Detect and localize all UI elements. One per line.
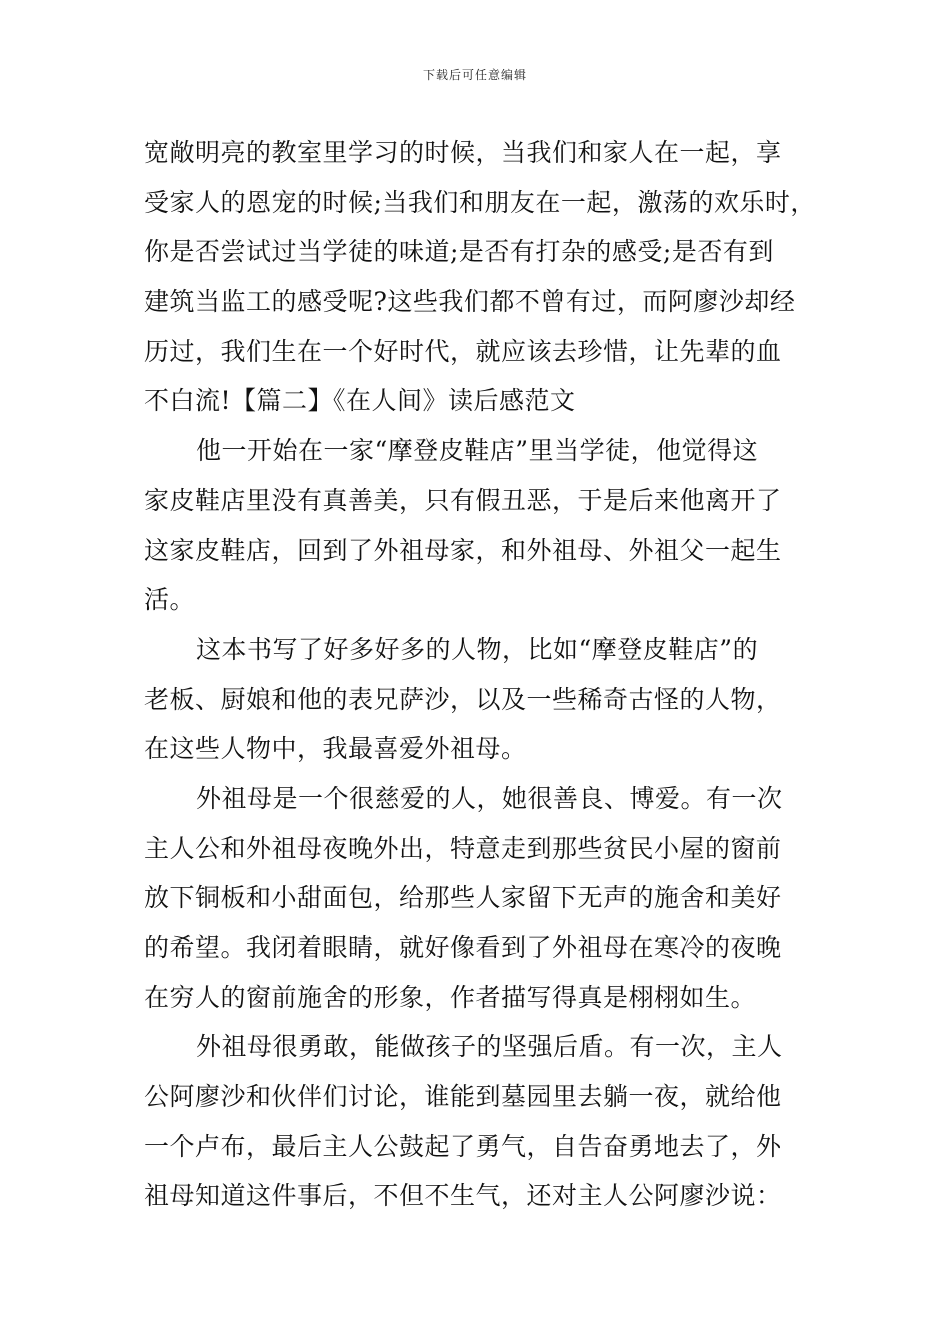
text-line: 你是否尝试过当学徒的味道;是否有打杂的感受;是否有到 xyxy=(144,237,774,267)
text-line: 一个卢布，最后主人公鼓起了勇气，自告奋勇地去了，外 xyxy=(144,1131,782,1161)
text-line: 家皮鞋店里没有真善美，只有假丑恶，于是后来他离开了 xyxy=(144,485,782,515)
paragraph-first-line: 外祖母是一个很慈爱的人，她很善良、博爱。有一次 xyxy=(196,783,783,813)
text-line: 在这些人物中，我最喜爱外祖母。 xyxy=(144,734,527,764)
text-line: 受家人的恩宠的时候;当我们和朋友在一起，激荡的欢乐时， xyxy=(144,187,816,217)
text-line: 祖母知道这件事后，不但不生气，还对主人公阿廖沙说： xyxy=(144,1181,782,1211)
paragraph-first-line: 这本书写了好多好多的人物，比如“摩登皮鞋店”的 xyxy=(196,634,759,664)
paragraph-first-line: 他一开始在一家“摩登皮鞋店”里当学徒，他觉得这 xyxy=(196,436,759,466)
text-line: 的希望。我闭着眼睛，就好像看到了外祖母在寒冷的夜晚 xyxy=(144,933,782,962)
text-line: 主人公和外祖母夜晚外出，特意走到那些贫民小屋的窗前 xyxy=(144,833,782,863)
text-line: 宽敞明亮的教室里学习的时候，当我们和家人在一起，享 xyxy=(144,138,782,167)
text-line: 公阿廖沙和伙伴们讨论，谁能到墓园里去躺一夜，就给他 xyxy=(144,1082,782,1112)
text-line: 放下铜板和小甜面包，给那些人家留下无声的施舍和美好 xyxy=(144,883,782,913)
text-line: 建筑当监工的感受呢?这些我们都不曾有过，而阿廖沙却经 xyxy=(144,287,796,317)
header-note: 下载后可任意编辑 xyxy=(422,68,527,82)
text-line: 活。 xyxy=(144,585,196,615)
paragraph-first-line: 外祖母很勇敢，能做孩子的坚强后盾。有一次，主人 xyxy=(196,1032,783,1062)
text-line: 老板、厨娘和他的表兄萨沙，以及一些稀奇古怪的人物， xyxy=(144,684,782,714)
text-line: 历过，我们生在一个好时代，就应该去珍惜，让先辈的血 xyxy=(144,336,782,366)
body-text xyxy=(144,128,824,1221)
text-line: 在穷人的窗前施舍的形象，作者描写得真是栩栩如生。 xyxy=(144,982,757,1012)
text-line: 这家皮鞋店，回到了外祖母家，和外祖母、外祖父一起生 xyxy=(144,535,782,565)
text-line: 不白流!【篇二】《在人间》读后感范文 xyxy=(144,386,576,416)
